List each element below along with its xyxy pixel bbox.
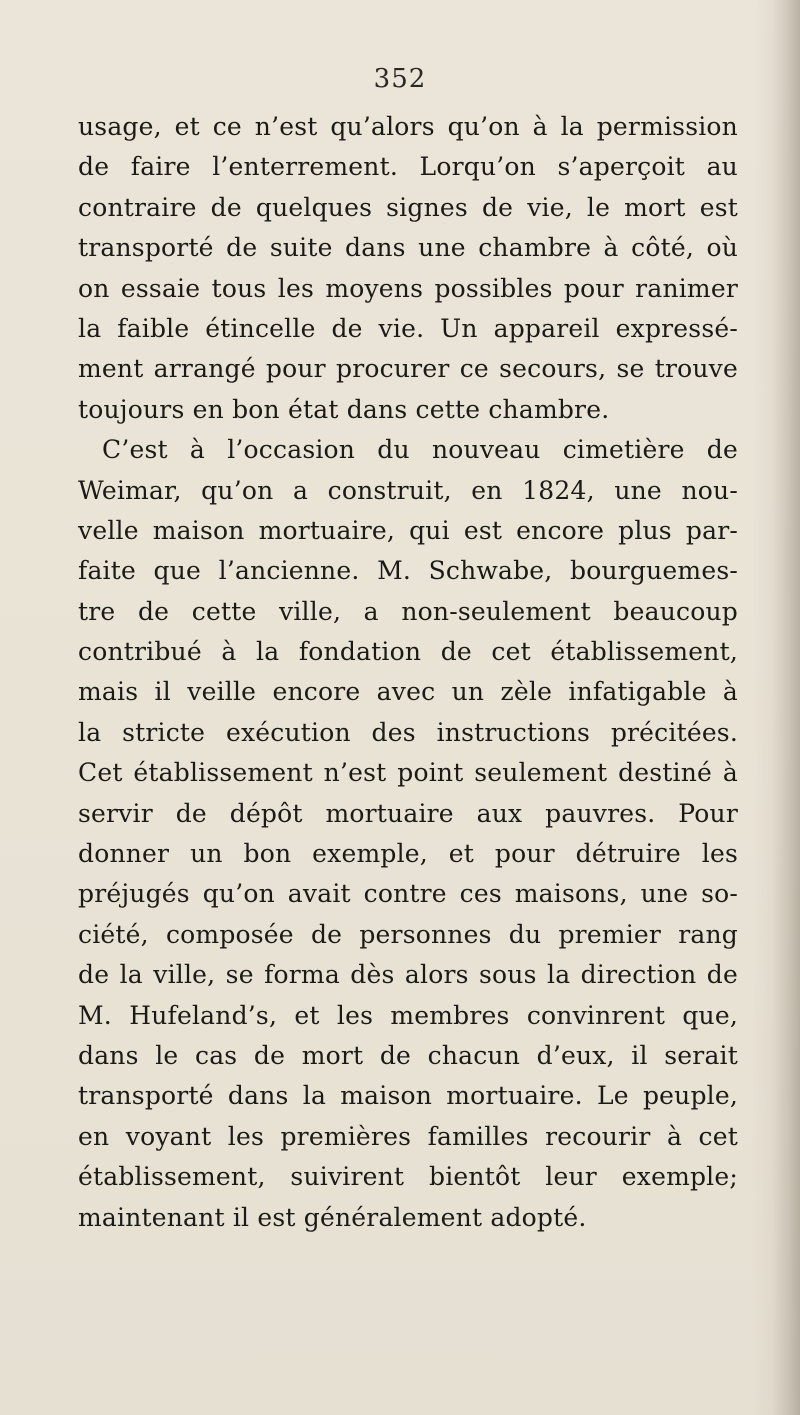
- text-line: usage, et ce n’est qu’alors qu’on à la permission: [78, 112, 738, 141]
- text-line: ciété, composée de personnes du premier rang: [78, 919, 738, 949]
- text-line: mais il veille encore avec un zèle infatigable à: [78, 677, 738, 707]
- text-line: la stricte exécution des instructions précitées.: [78, 717, 738, 747]
- text-line: M. Hufeland’s, et les membres convinrent que,: [78, 1000, 738, 1030]
- text-line: donner un bon exemple, et pour détruire les: [78, 839, 738, 869]
- text-line: de faire l’enterrement. Lorqu’on s’aperçoit au: [78, 152, 738, 182]
- page-edge-shadow: [772, 0, 800, 1415]
- body-text: [78, 107, 738, 1238]
- text-line: transporté dans la maison mortuaire. Le peuple,: [78, 1081, 738, 1111]
- text-line: maintenant il est généralement adopté.: [78, 1202, 587, 1232]
- text-line: Cet établissement n’est point seulement destiné à: [78, 758, 738, 788]
- text-line: ment arrangé pour procurer ce secours, se trouve: [78, 354, 738, 384]
- text-line: en voyant les premières familles recourir à cet: [78, 1121, 738, 1151]
- text-line: tre de cette ville, a non-seulement beaucoup: [78, 596, 738, 626]
- text-line: dans le cas de mort de chacun d’eux, il serait: [78, 1040, 738, 1070]
- text-line: de la ville, se forma dès alors sous la direction de: [78, 960, 738, 990]
- text-line: la faible étincelle de vie. Un appareil expressé-: [78, 313, 738, 343]
- text-line: contraire de quelques signes de vie, le mort est: [78, 192, 738, 222]
- text-line: servir de dépôt mortuaire aux pauvres. Pour: [78, 798, 738, 828]
- text-line: velle maison mortuaire, qui est encore plus par-: [78, 515, 738, 545]
- text-line: préjugés qu’on avait contre ces maisons, une so-: [78, 879, 738, 909]
- text-line: on essaie tous les moyens possibles pour ranimer: [78, 273, 738, 303]
- page-number: 352: [373, 64, 427, 94]
- text-line: contribué à la fondation de cet établissement,: [78, 637, 738, 667]
- text-line: C’est à l’occasion du nouveau cimetière de: [102, 435, 738, 465]
- text-line: faite que l’ancienne. M. Schwabe, bourguemes-: [78, 556, 738, 586]
- text-line: Weimar, qu’on a construit, en 1824, une nou-: [78, 475, 738, 505]
- text-line: transporté de suite dans une chambre à côté, où: [78, 233, 738, 263]
- text-line: toujours en bon état dans cette chambre.: [78, 394, 610, 424]
- text-line: établissement, suivirent bientôt leur exemple;: [78, 1162, 738, 1192]
